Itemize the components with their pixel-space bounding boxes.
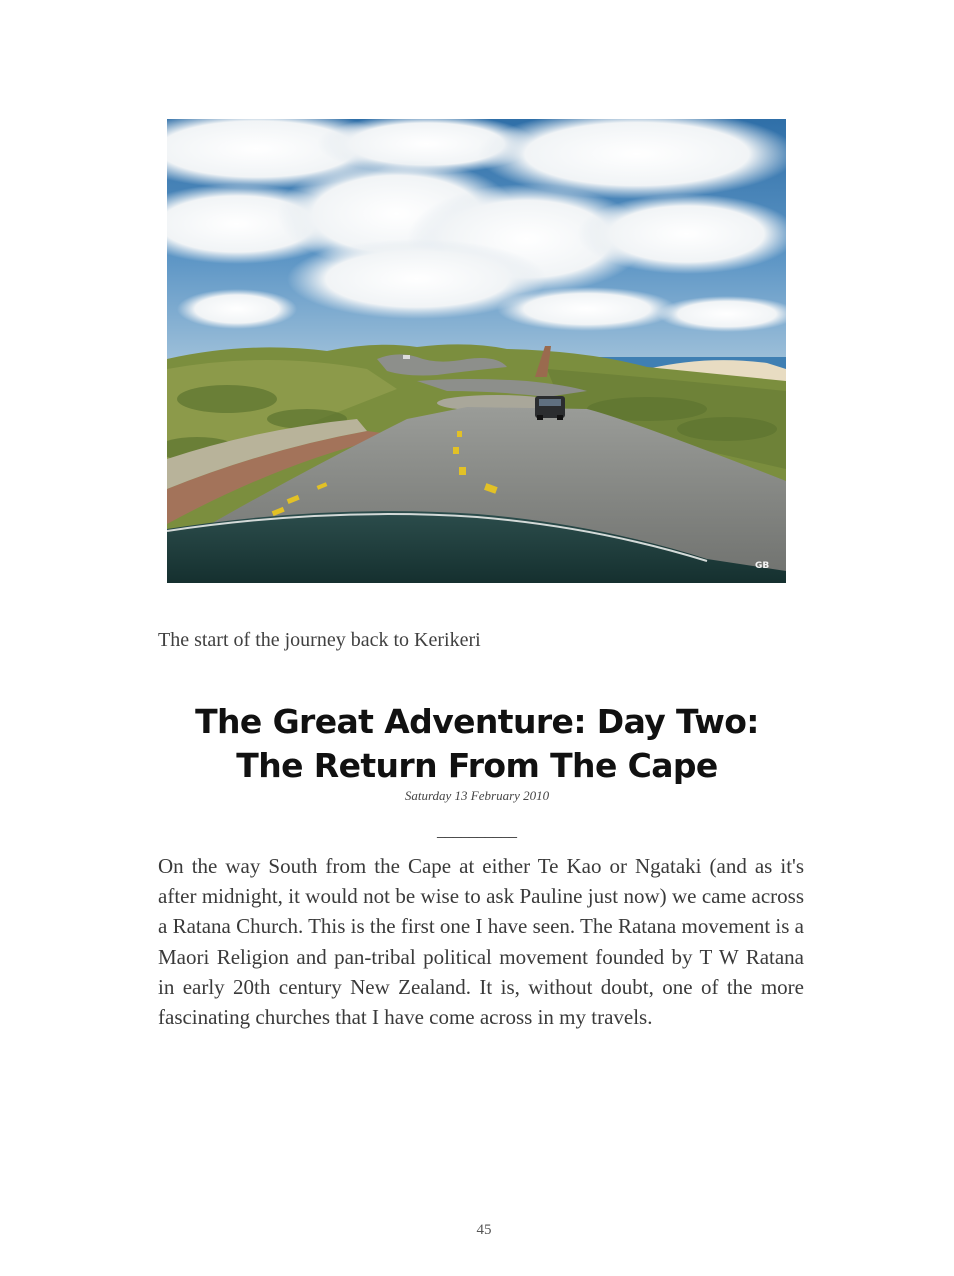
photo-caption: The start of the journey back to Kerikeri	[158, 629, 481, 651]
photo-watermark: GB	[755, 561, 770, 571]
road-photo	[167, 119, 786, 583]
page-number: 45	[476, 1222, 492, 1238]
body-paragraph: On the way South from the Cape at either Te Kao or Ngataki (and as it's after midnight, it would not be wise to ask Pauline just now) we came across a Ratana Church. This is the first one I have seen. The Ratana movement is a Maori Religion and pan-tribal political movement founded by T W Ratana in early 20th century New Zealand. It is, without doubt, one of the more fascinating churches that I have come across in my travels.	[158, 854, 804, 1030]
separator-line: __________	[437, 823, 517, 840]
post-date: Saturday 13 February 2010	[404, 788, 550, 803]
page-title: The Great Adventure: Day Two: The Return From The Cape	[195, 702, 759, 785]
